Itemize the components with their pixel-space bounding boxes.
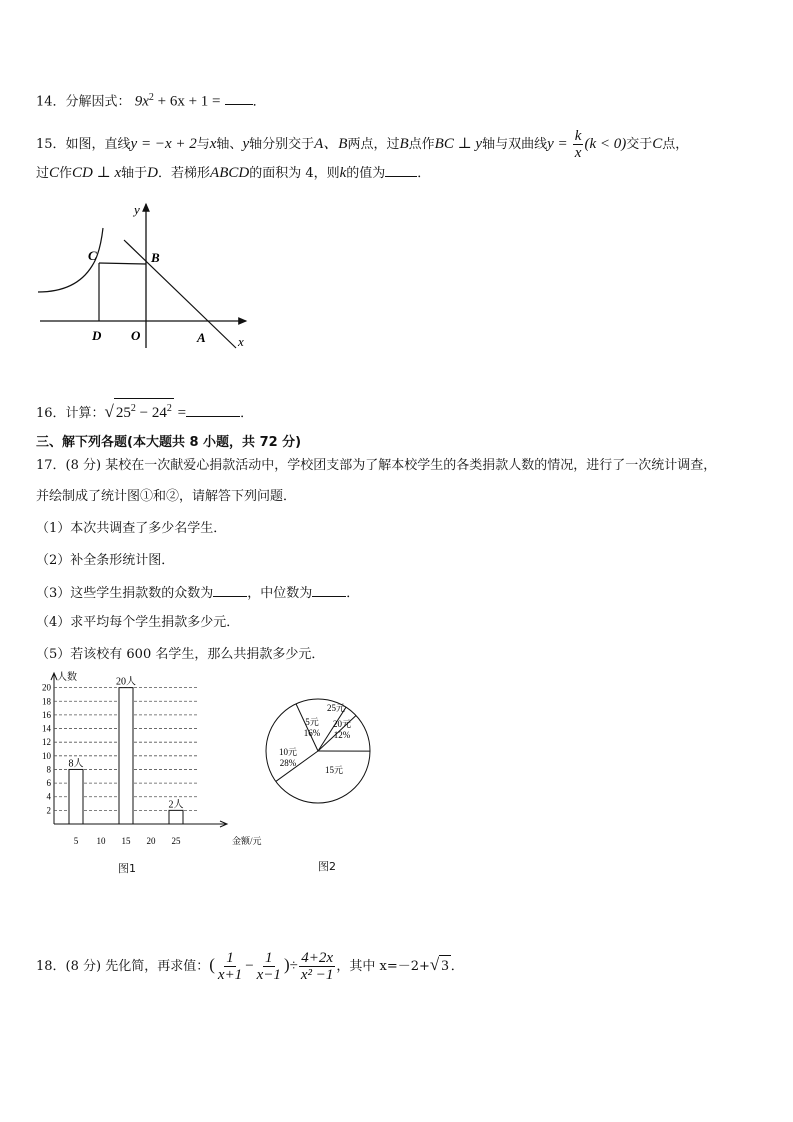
q18-f1-num: 1 [226,950,234,966]
q18-f2-den: x−1 [256,967,281,983]
q15-text: 轴与双曲线 [482,137,548,152]
bar-y-tick-label: 8 [46,764,51,775]
pie-slice-label: 25元 [326,703,346,713]
question-15-line-2 [36,162,430,184]
pie-slice-label: 15元 [324,765,344,775]
radical-sign: √ [104,402,114,421]
q15-text: 轴分别交于 [249,137,315,152]
bar-x-tick-label: 5 [73,836,79,846]
q18-divide: ÷ [289,958,298,974]
q16-term-a: 25 [115,405,131,421]
q15-perp: CD ⊥ x [72,165,122,181]
q15-answer-blank[interactable] [385,162,417,177]
q15-var: B [399,136,409,152]
q17-line-2: 并绘制成了统计图①和②，请解答下列问题． [36,489,297,504]
q16-exp-b: 2 [166,403,172,414]
label-x: x [238,334,244,349]
q15-frac-den: x [574,145,582,161]
q14-exp: 2 [148,92,154,103]
label-y: y [134,202,140,217]
section-title: 三、解下列各题(本大题共 8 小题，共 72 分) [36,435,302,450]
pie-slice-percent: 16% [303,728,321,738]
q18-fraction-2 [255,950,283,983]
q17-median-blank[interactable] [312,582,346,597]
q15-text: ．若梯形 [158,166,211,181]
q17-sub-3 [36,582,359,604]
q15-text: 的面积为 4，则 [249,166,340,181]
q15-var: k [339,165,347,181]
q17-sub-5: （5）若该校有 600 名学生，那么共捐款多少元． [36,647,325,662]
bar-y-tick-label: 20 [42,682,51,693]
q15-text: 15．如图，直线 [36,137,131,152]
q18-paren-open: ( [209,955,215,974]
q18-minus: − [245,958,254,974]
q14-answer-blank[interactable] [225,90,253,105]
bar-y-tick-label: 10 [42,750,51,761]
bar-x-tick-label: 15 [121,836,131,846]
pie-slice-label: 5元 [305,717,319,727]
pie-slice-label: 20元 [332,719,352,729]
q17-sub-4: （4）求平均每个学生捐款多少元． [36,615,240,630]
bar-data-label: 20人 [116,676,136,688]
question-14 [36,88,266,112]
bar-y-tick-label: 4 [46,791,51,802]
q15-text: 作 [59,166,73,181]
bar-y-tick-label: 16 [42,709,51,720]
q14-prefix: 14．分解因式： [36,94,131,110]
q15-var: C [652,136,663,152]
bar-data-label: 2人 [168,799,184,811]
q16-equals: = [173,405,187,421]
bar-y-label: 人数 [57,672,77,683]
bar-chart [34,668,264,848]
q18-f3-num: 4+2x [301,950,333,966]
bar [69,769,83,824]
bar-x-tick-label: 10 [96,836,106,846]
q16-term-b: − 24 [135,405,167,421]
q18-suffix: ． [450,959,464,974]
q15-var: ABCD [210,165,250,181]
bar-y-tick-label: 6 [46,778,51,789]
q14-expr-a: 9x [134,93,149,110]
q15-frac-num: k [574,128,582,144]
q15-text: 轴于 [121,166,148,181]
q15-figure [36,196,256,356]
pie-chart [258,694,378,809]
q15-text: 两点，过 [347,137,400,152]
q16-radicand [114,398,174,423]
q15-condition: (k < 0) [584,136,627,152]
segment-bc [99,263,146,264]
q15-text: 点作 [408,137,435,152]
q14-expr-b: + 6x + 1 = [153,93,221,110]
bar-y-tick-label: 14 [42,723,51,734]
line-ab [124,240,236,348]
label-d: D [92,328,102,343]
question-16 [36,398,253,424]
q17-mode-blank[interactable] [213,582,247,597]
q18-condition: ，其中 x=－2+ [336,959,430,974]
bar [169,810,183,824]
q16-prefix: 16．计算： [36,406,105,421]
q18-f2-num: 1 [265,950,273,966]
q15-text: 轴、 [216,137,243,152]
q18-fraction-3 [299,950,336,983]
pie-slice-percent: 28% [279,758,297,768]
pie-slice-label: 10元 [278,747,298,757]
q15-var: A、B [314,136,348,152]
q18-paren-close: ) [283,955,290,974]
q16-answer-blank[interactable] [186,402,240,417]
q17-sub3-text: ． [346,586,360,601]
question-18 [36,950,464,983]
bar-x-tick-label: 20 [146,836,156,846]
q15-text: 过 [36,166,50,181]
q16-exp-a: 2 [130,403,136,414]
q15-perp: BC ⊥ y [434,136,483,152]
q16-suffix: ． [240,406,254,421]
label-b: B [151,250,160,265]
q17-sub-2: （2）补全条形统计图． [36,553,175,568]
q18-f3-den: x² −1 [300,967,334,983]
q15-var: D [147,165,159,181]
q17-sub3-text: （3）这些学生捐款数的众数为 [36,586,214,601]
q15-var: y [242,136,250,152]
q17-sub-1: （1）本次共调查了多少名学生． [36,521,227,536]
pie-slice-percent: 12% [333,730,351,740]
q18-f1-den: x+1 [217,967,243,983]
q15-text: 交于 [626,137,653,152]
bar-y-tick-label: 2 [46,805,51,816]
q15-text: ． [417,166,431,181]
q15-text: 与 [196,137,210,152]
q15-line-eq: y = −x + 2 [130,136,197,152]
q18-radical-sign: √ [429,955,440,974]
q17-line-1: 17．(8 分) 某校在一次献爱心捐款活动中，学校团支部为了解本校学生的各类捐款人数的情况，进行了一次统计调查， [36,458,717,473]
q15-text: 点， [662,137,689,152]
bar [119,688,133,824]
q15-var: C [49,165,60,181]
bar-x-tick-label: 25 [171,836,181,846]
label-a: A [197,330,206,345]
q14-suffix: ． [252,94,266,110]
question-15-line-1 [36,128,688,161]
bar-x-label: 金额/元 [232,836,262,846]
fig1-caption: 图1 [118,862,136,875]
bar-y-tick-label: 12 [42,737,51,748]
fig2-caption: 图2 [318,860,336,873]
q18-fraction-1 [216,950,244,983]
label-o: O [131,328,141,343]
q15-text: 的值为 [346,166,386,181]
bar-data-label: 8人 [68,758,84,770]
q18-sqrt-value: 3 [439,955,451,976]
bar-y-tick-label: 18 [42,696,51,707]
label-c: C [88,248,97,263]
q17-sub3-text: ，中位数为 [247,586,313,601]
q15-fraction [573,128,584,161]
q15-var: x [209,136,217,152]
q18-prefix: 18．(8 分) 先化简，再求值： [36,959,210,974]
q15-hyperbola: y = [547,136,568,152]
